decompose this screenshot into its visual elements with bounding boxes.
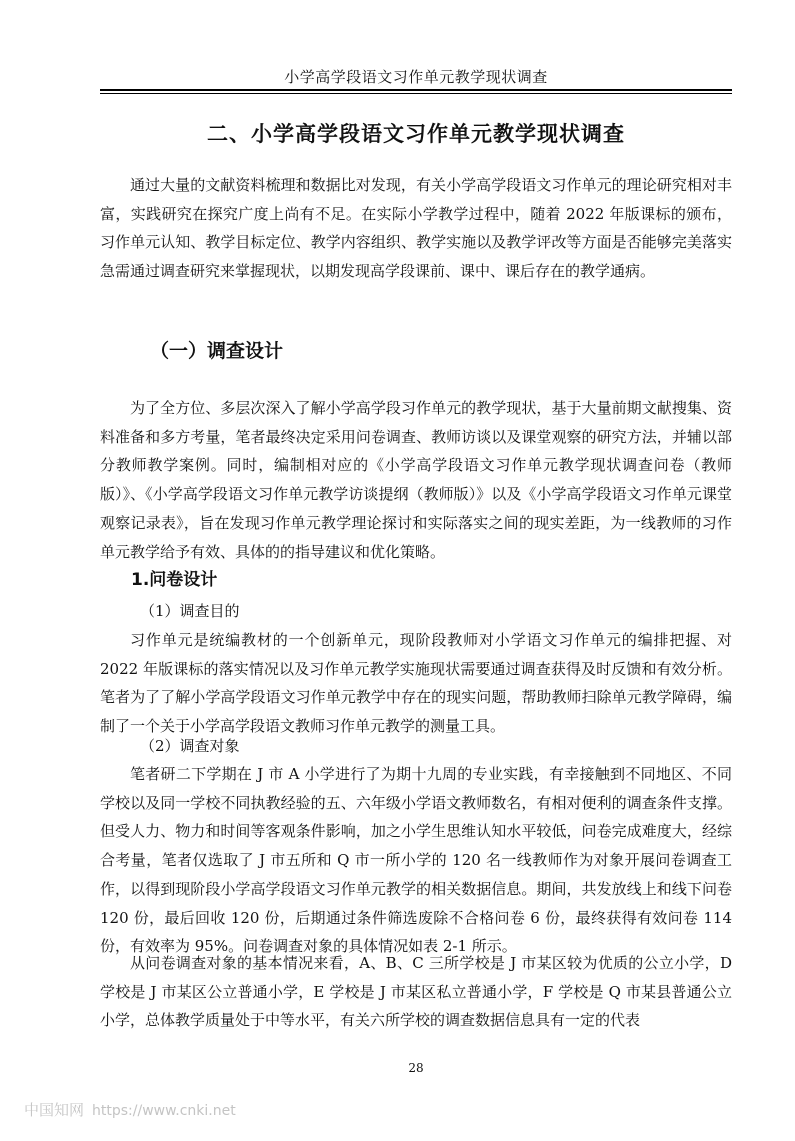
watermark-url: https://www.cnki.net <box>92 1103 236 1119</box>
page-number: 28 <box>408 1061 424 1075</box>
item-label-purpose: （1）调查目的 <box>140 602 240 620</box>
subjects-paragraph: 笔者研二下学期在 J 市 A 小学进行了为期十九周的专业实践，有幸接触到不同地区、不同学校以及同一学校不同执教经验的五、六年级小学语文教师数名，有相对便利的调查条件支撑。但受人力、物力和时间等客观条件影响，加之小学生思维认知水平较低，问卷完成难度大，经综合考量，笔者仅选取了 J 市五所和 Q 市一所小学的 120 名一线教师作为对象开展问卷调查工作，以得到现阶段小学高学段语文习作单元教学的相关数据信息。期间，共发放线上和线下问卷 120 份，最后回收 120 份，后期通过条件筛选废除不合格问卷 6 份，最终获得有效问卷 114 份，有效率为 95%。问卷调查对象的具体情况如表 2-1 所示。 <box>100 765 732 956</box>
header-rule-thin <box>100 93 732 94</box>
purpose-paragraph: 习作单元是统编教材的一个创新单元，现阶段教师对小学语文习作单元的编排把握、对 2022 年版课标的落实情况以及习作单元教学实施现状需要通过调查获得及时反馈和有效分析。笔者为了了解小学高学段语文习作单元教学中存在的现实问题，帮助教师扫除单元教学障碍，编制了一个关于小学高学段语文教师习作单元教学的测量工具。 <box>100 631 732 736</box>
watermark <box>24 1099 236 1120</box>
subjects-paragraph-continued: 从问卷调查对象的基本情况来看，A、B、C 三所学校是 J 市某区较为优质的公立小学，D 学校是 J 市某区公立普通小学，E 学校是 J 市某区私立普通小学，F 学校是 Q 市某县普通公立小学，总体教学质量处于中等水平，有关六所学校的调查数据信息具有一定的代表 <box>100 954 732 1030</box>
item-label-subjects: （2）调查对象 <box>140 737 240 755</box>
running-header: 小学高学段语文习作单元教学现状调查 <box>284 68 548 86</box>
header-rule <box>100 89 732 91</box>
section-title: （一）调查设计 <box>150 340 284 362</box>
watermark-brand: 中国知网 <box>24 1101 85 1119</box>
subsection-title: 1.问卷设计 <box>131 570 218 590</box>
chapter-title: 二、小学高学段语文习作单元教学现状调查 <box>207 122 625 146</box>
section-paragraph: 为了全方位、多层次深入了解小学高学段习作单元的教学现状，基于大量前期文献搜集、资料准备和多方考量，笔者最终决定采用问卷调查、教师访谈以及课堂观察的研究方法，并辅以部分教师教学案例。同时，编制相对应的《小学高学段语文习作单元教学现状调查问卷（教师版）》、《小学高学段语文习作单元教学访谈提纲（教师版）》以及《小学高学段语文习作单元课堂观察记录表》，旨在发现习作单元教学理论探讨和实际落实之间的现实差距，为一线教师的习作单元教学给予有效、具体的的指导建议和优化策略。 <box>100 399 732 561</box>
intro-paragraph: 通过大量的文献资料梳理和数据比对发现，有关小学高学段语文习作单元的理论研究相对丰富，实践研究在探究广度上尚有不足。在实际小学教学过程中，随着 2022 年版课标的颁布，习作单元认知、教学目标定位、教学内容组织、教学实施以及教学评改等方面是否能够完美落实急需通过调查研究来掌握现状，以期发现高学段课前、课中、课后存在的教学通病。 <box>100 176 732 281</box>
